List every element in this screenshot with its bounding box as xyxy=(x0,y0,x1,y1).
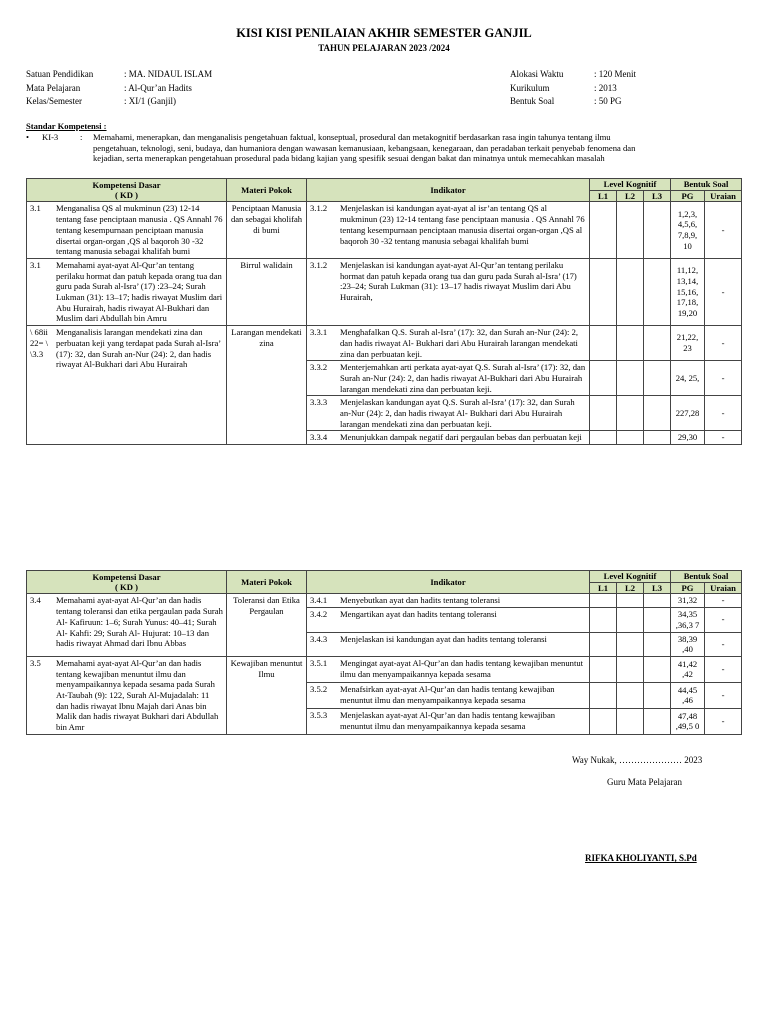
materi-text: Birrul walidain xyxy=(240,259,293,270)
indikator-number: 3.1.2 xyxy=(310,203,328,214)
level-l2-cell xyxy=(617,326,644,361)
info-label: Bentuk Soal xyxy=(510,96,555,106)
kd-number: 3.4 xyxy=(30,595,41,606)
level-l3-cell xyxy=(644,396,671,431)
materi-cell xyxy=(227,326,307,445)
ki-line: kejadian, serta menerapkan pengetahuan prosedural pada bidang kajian yang spesifik sesuai dengan bakat dan minatnya untuk memecahkan masalah xyxy=(93,153,605,164)
kisi-table-2 xyxy=(26,570,742,735)
indikator-text: Menunjukkan dampak negatif dari pergaulan bebas dan perbuatan keji xyxy=(340,432,582,443)
header-level-label: Level Kognitif xyxy=(603,571,657,581)
pg-cell xyxy=(671,594,705,608)
info-label: Alokasi Waktu xyxy=(510,69,564,79)
level-l2-cell xyxy=(617,608,644,632)
header-l3 xyxy=(644,582,671,594)
indikator-text: Menyebutkan ayat dan hadits tentang toleransi xyxy=(340,595,501,606)
pg-cell xyxy=(671,326,705,361)
info-value: : 2013 xyxy=(594,82,617,93)
level-l1-cell xyxy=(590,656,617,682)
level-l2-cell xyxy=(617,431,644,445)
info-left xyxy=(26,68,212,109)
uraian-cell xyxy=(705,594,742,608)
level-l1-cell xyxy=(590,202,617,259)
indikator-cell xyxy=(307,632,590,656)
header-indikator-label: Indikator xyxy=(430,184,466,195)
pg-cell xyxy=(671,656,705,682)
header-level xyxy=(590,571,671,583)
level-l1-cell xyxy=(590,608,617,632)
table-row xyxy=(27,258,742,325)
pg-cell xyxy=(671,202,705,259)
uraian-value: - xyxy=(721,690,725,701)
document-title: KISI KISI PENILAIAN AKHIR SEMESTER GANJIL xyxy=(236,26,532,40)
info-value: : 120 Menit xyxy=(594,69,636,79)
header-l1 xyxy=(590,582,617,594)
kd-text: Menganalisis larangan mendekati zina dan perbuatan keji yang terdapat pada Surah al-Isra’ (17): 32, dan Surah an-Nur (24): 2, dan hadis riwayat Al-Bukhari dari Abu Hurairah xyxy=(56,327,221,370)
kd-text: Memahami ayat-ayat Al-Qur’an dan hadis tentang toleransi dan etika pergaulan pada Surah Al- Kafiruun: 1–6; Surah Yunus: 40–41; Surah Al- Kahfi: 29; Surah Al- Hujurat: 10–13 dan hadis riwayat Ahmad dari Ibnu Abbas xyxy=(56,595,223,649)
info-right xyxy=(510,68,636,109)
uraian-value: - xyxy=(721,638,725,649)
indikator-number: 3.3.4 xyxy=(310,432,328,443)
header-pg xyxy=(671,190,705,202)
header-uraian xyxy=(705,190,742,202)
uraian-cell xyxy=(705,632,742,656)
level-l3-cell xyxy=(644,361,671,396)
level-l1-cell xyxy=(590,594,617,608)
indikator-text: Menjelaskan isi kandungan ayat dan hadits tentang toleransi xyxy=(340,633,547,644)
indikator-text: Menterjemahkan arti perkata ayat-ayat Q.S. Surah al-Isra’ (17): 32, dan Surah an-Nur (24): 2, dan hadis riwayat Al-Bukhari dari Abu Hurairah larangan mendekati zina dan perbuatan keji. xyxy=(340,362,586,394)
indikator-cell xyxy=(307,361,590,396)
materi-cell xyxy=(227,594,307,657)
uraian-cell xyxy=(705,708,742,734)
indikator-text: Mengingat ayat-ayat Al-Qur’an dan hadis tentang kewajiban menuntut ilmu dan menyampaikannya kepada sesama xyxy=(340,657,584,679)
uraian-cell xyxy=(705,608,742,632)
level-l1-cell xyxy=(590,431,617,445)
materi-text: Kewajiban menuntut Ilmu xyxy=(230,657,303,679)
header-l2 xyxy=(617,582,644,594)
indikator-content xyxy=(310,684,586,705)
indikator-text: Mengartikan ayat dan hadits tentang toleransi xyxy=(340,609,497,620)
uraian-cell xyxy=(705,326,742,361)
indikator-content xyxy=(310,595,586,606)
level-l3-cell xyxy=(644,202,671,259)
header-level-label: Level Kognitif xyxy=(603,179,657,189)
kd-content xyxy=(30,658,223,733)
uraian-value: - xyxy=(721,337,725,348)
indikator-number: 3.5.1 xyxy=(310,657,328,668)
level-l3-cell xyxy=(644,258,671,325)
header-row xyxy=(27,179,742,191)
kd-cell xyxy=(27,202,227,259)
info-value: : 50 PG xyxy=(594,96,622,106)
level-l1-cell xyxy=(590,258,617,325)
kd-content xyxy=(30,327,223,370)
kd-text: Memahami ayat-ayat Al-Qur’an dan hadis tentang kewajiban menuntut ilmu dan menyampaikannya kepada sesama pada Surah At-Taubah (9): 122, Surah Al-Mujadalah: 11 dan hadis riwayat Ibnu Majah dari Anas bin Malik dan hadis riwayat Bukhari dari Abdullah bin Amr xyxy=(56,657,219,733)
header-indikator xyxy=(307,571,590,594)
ki-line: pengetahuan, teknologi, seni, budaya, dan humaniora dengan wawasan kemanusiaan, kebangsaan, kenegaraan, dan peradaban terkait penyebab fenomena dan xyxy=(93,142,636,153)
materi-cell xyxy=(227,202,307,259)
header-bentuk-label: Bentuk Soal xyxy=(683,179,729,189)
ki-colon: : xyxy=(80,131,83,142)
teacher-role: Guru Mata Pelajaran xyxy=(607,777,682,787)
pg-numbers: 227,28 xyxy=(675,408,700,419)
header-l2 xyxy=(617,190,644,202)
header-l3-label: L3 xyxy=(651,190,663,201)
indikator-content xyxy=(310,327,586,359)
level-l3-cell xyxy=(644,656,671,682)
indikator-cell xyxy=(307,656,590,682)
indikator-content xyxy=(310,609,586,620)
level-l2-cell xyxy=(617,396,644,431)
level-l3-cell xyxy=(644,594,671,608)
table-row xyxy=(27,326,742,361)
level-l3-cell xyxy=(644,431,671,445)
level-l3-cell xyxy=(644,682,671,708)
indikator-text: Menjelaskan ayat-ayat Al-Qur’an dan hadis tentang kewajiban menuntut ilmu dan menyampaikannya kepada sesama xyxy=(340,709,556,731)
document-subtitle: TAHUN PELAJARAN 2023 /2024 xyxy=(318,43,450,53)
header-indikator-label: Indikator xyxy=(430,576,466,587)
table-row xyxy=(27,656,742,682)
header-pg xyxy=(671,582,705,594)
uraian-cell xyxy=(705,361,742,396)
kd-text: Menganalisa QS al mukminun (23) 12-14 tentang fase penciptaan manusia . QS Annahl 76 tentang kesempurnaan penciptaan manusia disertai organ-organ ,QS al baqoroh 30 -32 tentang manusia sebagai khalifah bumi xyxy=(56,203,223,257)
indikator-content xyxy=(310,710,586,731)
kd-number: 3.1 xyxy=(30,259,41,270)
kd-text: Memahami ayat-ayat Al-Qur’an tentang perilaku hormat dan patuh kepada orang tua dan guru pada Surah al-Isra’ (17) :23–24; Surah Lukman (31): 13–17; hadis riwayat Muslim dari Abu Hurairah, hadis riwayat Al-Bukhari dan Muslim dari Abdullah bin Amru xyxy=(56,259,223,324)
uraian-value: - xyxy=(721,614,725,625)
indikator-content xyxy=(310,634,586,645)
pg-cell xyxy=(671,608,705,632)
indikator-cell xyxy=(307,708,590,734)
indikator-content xyxy=(310,432,586,443)
level-l2-cell xyxy=(617,258,644,325)
indikator-cell xyxy=(307,682,590,708)
header-l2-label: L2 xyxy=(624,190,636,201)
indikator-text: Menjelaskan kandungan ayat Q.S. Surah al-Isra’ (17): 32, dan Surah an-Nur (24): 2, dan hadis riwayat Al- Bukhari dari Abu Hurairah larangan mendekati zina dan perbuatan keji. xyxy=(340,397,575,429)
header-kd-sub: ( KD ) xyxy=(115,582,138,593)
indikator-cell xyxy=(307,258,590,325)
header-kd xyxy=(27,179,227,202)
pg-cell xyxy=(671,708,705,734)
header-bentuk-label: Bentuk Soal xyxy=(683,571,729,581)
pg-numbers: 34,35 ,36,3 7 xyxy=(675,609,700,630)
level-l2-cell xyxy=(617,632,644,656)
level-l1-cell xyxy=(590,708,617,734)
pg-numbers: 29,30 xyxy=(677,432,698,443)
table-row xyxy=(27,594,742,608)
header-materi xyxy=(227,179,307,202)
info-label: Mata Pelajaran xyxy=(26,82,81,93)
ki-line: Memahami, menerapkan, dan menganalisis pengetahuan faktual, konseptual, prosedural dan metakognitif berdasarkan rasa ingin tahunya tentang ilmu xyxy=(93,131,611,142)
pg-cell xyxy=(671,431,705,445)
level-l1-cell xyxy=(590,632,617,656)
kd-cell xyxy=(27,656,227,734)
indikator-number: 3.3.2 xyxy=(310,362,328,373)
ki-code: KI-3 xyxy=(42,131,59,142)
uraian-value: - xyxy=(721,372,725,383)
level-l1-cell xyxy=(590,361,617,396)
level-l2-cell xyxy=(617,202,644,259)
indikator-number: 3.1.2 xyxy=(310,259,328,270)
uraian-cell xyxy=(705,396,742,431)
level-l3-cell xyxy=(644,632,671,656)
header-l1 xyxy=(590,190,617,202)
materi-text: Penciptaan Manusia dan sebagai kholifah di bumi xyxy=(230,203,303,235)
header-uraian-label: Uraian xyxy=(710,582,736,593)
uraian-cell xyxy=(705,656,742,682)
level-l2-cell xyxy=(617,594,644,608)
standar-kompetensi xyxy=(26,121,741,164)
header-bentuk xyxy=(671,571,742,583)
indikator-number: 3.4.2 xyxy=(310,609,328,620)
level-l2-cell xyxy=(617,656,644,682)
kd-content xyxy=(30,260,223,324)
level-l1-cell xyxy=(590,396,617,431)
header-l2-label: L2 xyxy=(624,582,636,593)
pg-numbers: 41,42 ,42 xyxy=(677,658,698,680)
header-kd-sub: ( KD ) xyxy=(115,190,138,201)
pg-numbers: 24, 25, xyxy=(675,372,700,383)
table-row xyxy=(27,202,742,259)
header-kd xyxy=(27,571,227,594)
level-l1-cell xyxy=(590,682,617,708)
indikator-content xyxy=(310,397,586,429)
indikator-number: 3.4.3 xyxy=(310,633,328,644)
pg-numbers: 1,2,3, 4,5,6, 7,8,9, 10 xyxy=(677,208,698,251)
pg-cell xyxy=(671,682,705,708)
kd-content xyxy=(30,595,223,649)
kisi-table-1 xyxy=(26,178,742,445)
uraian-cell xyxy=(705,431,742,445)
uraian-value: - xyxy=(721,432,725,443)
indikator-number: 3.3.1 xyxy=(310,327,328,338)
indikator-content xyxy=(310,203,586,246)
uraian-cell xyxy=(705,202,742,259)
level-l3-cell xyxy=(644,326,671,361)
standar-heading: Standar Kompetensi : xyxy=(26,121,107,131)
uraian-value: - xyxy=(721,408,725,419)
info-label: Kelas/Semester xyxy=(26,96,82,106)
header-row xyxy=(27,571,742,583)
pg-cell xyxy=(671,396,705,431)
indikator-cell xyxy=(307,431,590,445)
pg-numbers: 31,32 xyxy=(677,595,698,606)
header-materi-label: Materi Pokok xyxy=(241,576,292,587)
kd-cell xyxy=(27,594,227,657)
indikator-number: 3.5.3 xyxy=(310,709,328,720)
indikator-number: 3.4.1 xyxy=(310,595,328,606)
header-pg-label: PG xyxy=(681,190,694,201)
header-materi xyxy=(227,571,307,594)
pg-numbers: 21,22, 23 xyxy=(676,332,699,354)
level-l3-cell xyxy=(644,608,671,632)
pg-numbers: 11,12, 13,14, 15,16, 17,18, 19,20 xyxy=(676,265,699,319)
indikator-content xyxy=(310,658,586,679)
place-date: Way Nukak, ………………… 2023 xyxy=(572,755,703,765)
level-l2-cell xyxy=(617,361,644,396)
indikator-cell xyxy=(307,326,590,361)
header-l3-label: L3 xyxy=(651,582,663,593)
uraian-value: - xyxy=(721,595,725,606)
materi-text: Larangan mendekati zina xyxy=(231,327,302,348)
uraian-value: - xyxy=(721,224,725,235)
uraian-value: - xyxy=(721,664,725,675)
indikator-text: Menjelaskan isi kandungan ayat-ayat Al-Qur’an tentang perilaku hormat dan patuh kepada orang tua dan guru pada Surah al-Isra’ (17) :23–24; Surah Lukman (31): 13–17 hadis riwayat Muslim dari Abu Hurairah, xyxy=(340,259,577,303)
pg-numbers: 38,39 ,40 xyxy=(677,633,698,655)
pg-numbers: 47,48 ,49,5 0 xyxy=(675,710,700,732)
level-l2-cell xyxy=(617,708,644,734)
indikator-content xyxy=(310,260,586,303)
indikator-cell xyxy=(307,608,590,632)
indikator-cell xyxy=(307,396,590,431)
kd-cell xyxy=(27,326,227,445)
materi-text: Toleransi dan Etika Pergaulan xyxy=(233,595,300,617)
pg-numbers: 44,45 ,46 xyxy=(677,684,698,706)
kd-content xyxy=(30,203,223,257)
uraian-value: - xyxy=(721,716,725,726)
info-value: : Al-Qur’an Hadits xyxy=(124,82,192,93)
info-label: Satuan Pendidikan xyxy=(26,69,94,79)
header-uraian-label: Uraian xyxy=(710,190,736,201)
info-label: Kurikulum xyxy=(510,82,550,93)
header-l1-label: L1 xyxy=(597,582,609,593)
header-l3 xyxy=(644,190,671,202)
indikator-number: 3.3.3 xyxy=(310,397,328,408)
kd-number: 3.1 xyxy=(30,203,41,214)
uraian-value: - xyxy=(721,286,725,297)
uraian-cell xyxy=(705,258,742,325)
header-pg-label: PG xyxy=(681,582,694,593)
header-kd-label: Kompetensi Dasar xyxy=(92,571,161,582)
header-level xyxy=(590,179,671,191)
materi-cell xyxy=(227,656,307,734)
level-l1-cell xyxy=(590,326,617,361)
pg-cell xyxy=(671,258,705,325)
header-kd-label: Kompetensi Dasar xyxy=(92,179,161,190)
info-value: : MA. NIDAUL ISLAM xyxy=(124,69,213,79)
ki-text xyxy=(93,132,741,164)
kd-number: \ 68ii 22= \ \3.3 xyxy=(30,327,48,359)
header-l1-label: L1 xyxy=(597,190,609,201)
indikator-cell xyxy=(307,202,590,259)
indikator-text: Menjelaskan isi kandungan ayat-ayat al isr’an tentang QS al mukminun (23) 12-14 tentang fase penciptaan manusia . QS Annahl 76 tentang kesempurnaan penciptaan manusia disertai organ-organ ,QS al baqoroh 30 -32 tentang manusia sebagai khalifah bumi xyxy=(340,203,585,246)
teacher-name: RIFKA KHOLIYANTI, S.Pd xyxy=(585,853,697,863)
info-value: : XI/1 (Ganjil) xyxy=(124,96,176,106)
indikator-text: Menghafalkan Q.S. Surah al-Isra’ (17): 32, dan Surah an-Nur (24): 2, dan hadis riwayat Al- Bukhari dari Abu Hurairah larangan mendekati zina dan perbuatan keji. xyxy=(340,327,579,359)
pg-cell xyxy=(671,361,705,396)
header-uraian xyxy=(705,582,742,594)
header-indikator xyxy=(307,179,590,202)
uraian-cell xyxy=(705,682,742,708)
indikator-content xyxy=(310,362,586,394)
indikator-number: 3.5.2 xyxy=(310,683,328,694)
indikator-cell xyxy=(307,594,590,608)
kd-cell xyxy=(27,258,227,325)
indikator-text: Menafsirkan ayat-ayat Al-Qur’an dan hadis tentang kewajiban menuntut ilmu dan menyampaikannya kepada sesama xyxy=(340,683,555,705)
header-bentuk xyxy=(671,179,742,191)
header-materi-label: Materi Pokok xyxy=(241,184,292,195)
materi-cell xyxy=(227,258,307,325)
level-l2-cell xyxy=(617,682,644,708)
kd-number: 3.5 xyxy=(30,657,41,668)
bullet: • xyxy=(26,131,30,142)
pg-cell xyxy=(671,632,705,656)
level-l3-cell xyxy=(644,708,671,734)
